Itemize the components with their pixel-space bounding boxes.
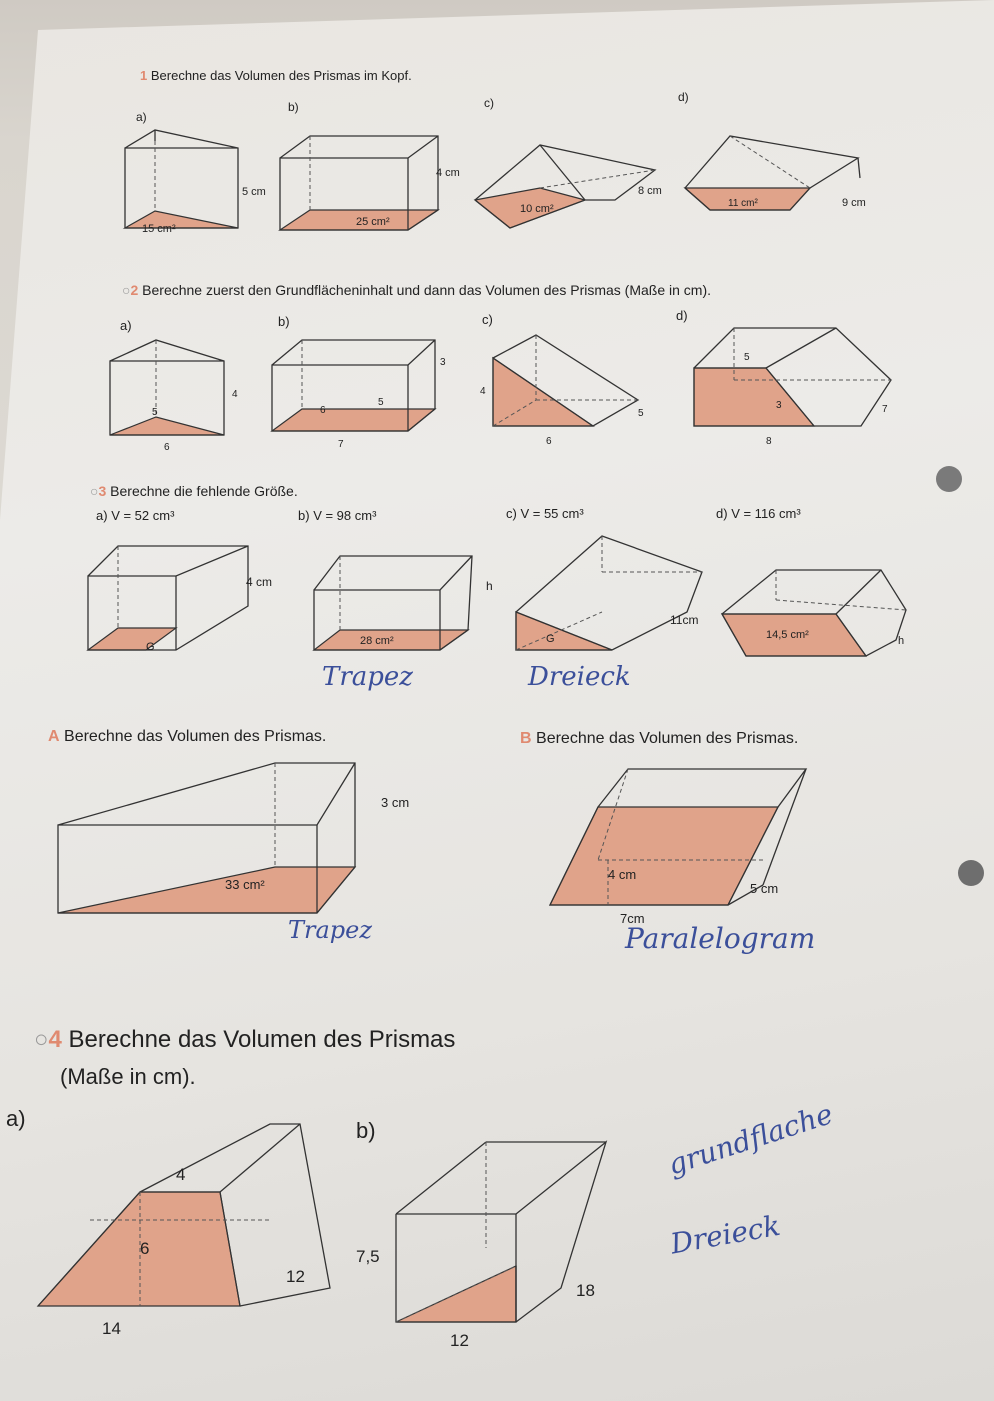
task2-b-side: 5	[378, 397, 384, 408]
task3-part-b	[298, 508, 376, 523]
task2-d-height: 3	[776, 400, 782, 411]
task3-b-label: b)	[298, 508, 310, 523]
taskA-height: 3 cm	[381, 795, 410, 810]
task1-heading	[140, 68, 412, 83]
task2-prism-b	[270, 335, 445, 455]
taskB-label: B	[520, 730, 532, 747]
task3-a-label: a)	[96, 508, 108, 523]
task3-prism-b	[310, 550, 500, 660]
task2-d-base: 8	[766, 436, 772, 447]
task3-b-height: h	[486, 579, 493, 593]
handwriting-paralelogram: Paralelogram	[625, 922, 816, 955]
task2-label-b: b)	[278, 314, 290, 329]
task3-part-d	[716, 506, 801, 521]
task2-a-tri-height: 5	[152, 407, 158, 418]
taskB-side: 5 cm	[750, 881, 779, 896]
task4-number: 4	[48, 1026, 62, 1053]
task3-part-a	[96, 508, 174, 523]
task3-a-base: G	[146, 641, 155, 653]
task2-c-depth: 5	[638, 408, 644, 419]
task3-c-formula: V = 55 cm³	[520, 506, 584, 521]
task1-prism-a	[120, 125, 266, 240]
taskA-prism	[55, 755, 410, 920]
task3-prism-c	[512, 532, 712, 657]
task1-b-area: 25 cm²	[356, 216, 390, 228]
page-hole-marker-2	[958, 860, 984, 886]
task3-a-height: 4 cm	[246, 575, 273, 589]
taskB-base: 7cm	[620, 911, 645, 926]
taskB-heading	[520, 730, 798, 748]
taskB-prism	[548, 765, 818, 926]
task3-prism-a	[86, 540, 286, 660]
task1-prism-d	[680, 128, 880, 228]
task2-heading: ○2 Berechne zuerst den Grundflächeninhalt und dann das Volumen des Prismas (Maße in cm).	[122, 282, 712, 298]
task3-c-base: G	[546, 633, 555, 645]
task2-label-a: a)	[120, 318, 132, 333]
task3-d-formula: V = 116 cm³	[731, 506, 801, 521]
taskB-title: Berechne das Volumen des Prismas.	[536, 730, 799, 747]
task4-a-top: 4	[176, 1165, 186, 1184]
task1-a-height: 5 cm	[242, 186, 266, 198]
task1-a-area: 15 cm²	[142, 223, 176, 235]
task3-d-height: h	[898, 635, 905, 647]
task1-title: Berechne das Volumen des Prismas im Kopf.	[150, 68, 412, 83]
task3-title: Berechne die fehlende Größe.	[110, 483, 298, 499]
task3-c-label: c)	[506, 506, 517, 521]
task2-label-c: c)	[482, 312, 493, 327]
task4-title-line1: Berechne das Volumen des Prismas	[68, 1026, 456, 1053]
task2-a-height: 4	[232, 389, 238, 400]
task1-d-area: 11 cm²	[728, 198, 758, 209]
task4-label-a: a)	[6, 1106, 26, 1131]
task2-prism-d	[686, 320, 901, 455]
task2-b-base: 7	[338, 439, 344, 450]
task4-b-base: 12	[450, 1331, 469, 1350]
task2-d-depth: 7	[882, 404, 888, 415]
task3-c-height: 11cm	[670, 613, 699, 627]
task4-a-height: 6	[140, 1239, 150, 1258]
task4-a-base: 14	[102, 1319, 121, 1338]
task1-label-d: d)	[678, 90, 689, 104]
task2-c-height: 4	[480, 386, 486, 397]
task2-title: Berechne zuerst den Grundflächeninhalt und dann das Volumen des Prismas (Maße in cm).	[142, 282, 712, 298]
handwriting-trapez-2: Trapez	[288, 916, 372, 944]
task1-c-height: 8 cm	[638, 185, 662, 197]
task3-a-formula: V = 52 cm³	[111, 508, 175, 523]
task3-d-area: 14,5 cm²	[766, 629, 809, 641]
task4-title-line2: (Maße in cm).	[60, 1064, 196, 1089]
task4-prism-a	[30, 1120, 360, 1340]
page-hole-marker	[936, 466, 962, 492]
task2-label-d: d)	[676, 308, 688, 323]
taskA-heading	[48, 728, 326, 746]
task3-d-label: d)	[716, 506, 728, 521]
handwriting-grundflache: grundflache	[664, 1097, 837, 1182]
task3-prism-d	[716, 560, 916, 660]
taskA-area: 33 cm²	[225, 877, 265, 892]
task2-b-tri-height: 6	[320, 405, 326, 416]
task1-label-a: a)	[136, 110, 147, 124]
task3-b-base: 28 cm²	[360, 635, 394, 647]
task1-b-height: 4 cm	[436, 167, 460, 179]
task2-prism-a	[108, 335, 238, 460]
taskA-title: Berechne das Volumen des Prismas.	[64, 728, 327, 745]
task4-b-depth: 18	[576, 1281, 595, 1300]
task3-heading: ○3 Berechne die fehlende Größe.	[90, 483, 298, 499]
task3-number: 3	[98, 483, 107, 499]
task4-heading: ○4 Berechne das Volumen des Prismas	[34, 1026, 456, 1053]
task1-d-height: 9 cm	[842, 197, 866, 209]
task1-label-c: c)	[484, 96, 494, 110]
task4-a-depth: 12	[286, 1267, 305, 1286]
task2-d-top: 5	[744, 352, 750, 363]
task1-prism-b	[278, 130, 460, 240]
handwriting-dreieck-1: Dreieck	[528, 662, 631, 692]
task2-b-height: 3	[440, 357, 446, 368]
task1-prism-c	[470, 140, 670, 235]
taskB-height: 4 cm	[608, 867, 637, 882]
task2-prism-c	[480, 330, 658, 455]
task1-c-area: 10 cm²	[520, 203, 554, 215]
task3-part-c	[506, 506, 584, 521]
taskA-label: A	[48, 728, 60, 745]
handwriting-trapez-1: Trapez	[322, 662, 413, 692]
handwriting-dreieck-2: Dreieck	[668, 1208, 783, 1261]
task1-number: 1	[140, 68, 148, 83]
task1-label-b: b)	[288, 100, 299, 114]
task2-c-base: 6	[546, 436, 552, 447]
task4-label-b: b)	[356, 1118, 376, 1143]
task4-b-height: 7,5	[356, 1247, 380, 1266]
task2-number: 2	[130, 282, 139, 298]
task3-b-formula: V = 98 cm³	[313, 508, 377, 523]
task4-prism-b	[356, 1138, 616, 1350]
task2-a-base: 6	[164, 442, 170, 453]
